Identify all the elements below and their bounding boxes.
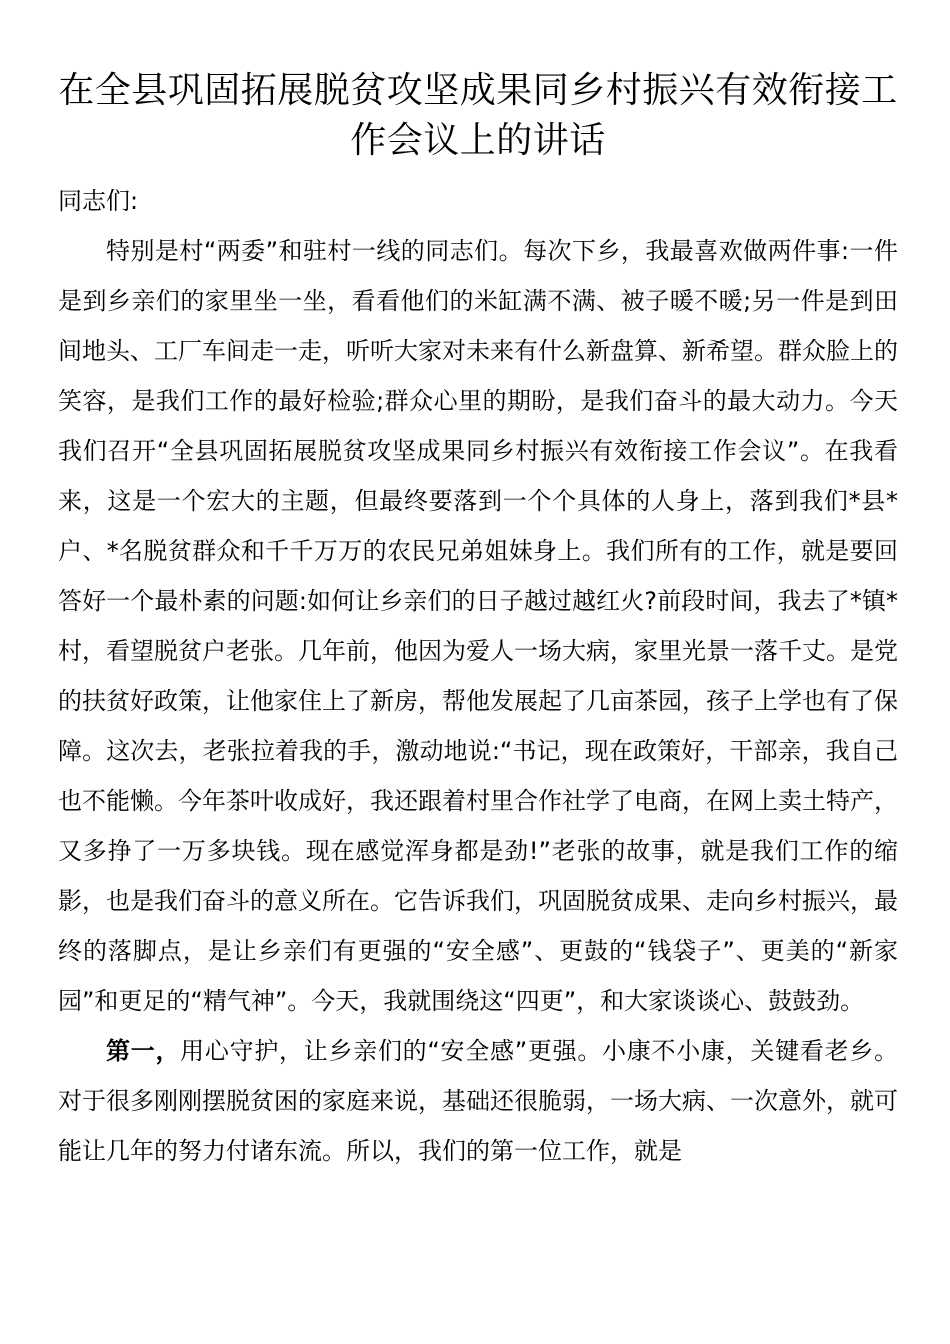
document-page <box>58 66 898 1176</box>
paragraph-1: 特别是村“两委”和驻村一线的同志们。每次下乡，我最喜欢做两件事:一件是到乡亲们的家里坐一坐，看看他们的米缸满不满、被子暖不暖;另一件是到田间地头、工厂车间走一走，听听大家对未来有什么新盘算、新希望。群众脸上的笑容，是我们工作的最好检验;群众心里的期盼，是我们奋斗的最大动力。今天我们召开“全县巩固拓展脱贫攻坚成果同乡村振兴有效衔接工作会议”。在我看来，这是一个宏大的主题，但最终要落到一个个具体的人身上，落到我们*县*户、*名脱贫群众和千千万万的农民兄弟姐妹身上。我们所有的工作，就是要回答好一个最朴素的问题:如何让乡亲们的日子越过越红火?前段时间，我去了*镇*村，看望脱贫户老张。几年前，他因为爱人一场大病，家里光景一落千丈。是党的扶贫好政策，让他家住上了新房，帮他发展起了几亩茶园，孩子上学也有了保障。这次去，老张拉着我的手，激动地说:“书记，现在政策好，干部亲，我自己也不能懒。今年茶叶收成好，我还跟着村里合作社学了电商，在网上卖土特产，又多挣了一万多块钱。现在感觉浑身都是劲!”老张的故事，就是我们工作的缩影，也是我们奋斗的意义所在。它告诉我们，巩固脱贫成果、走向乡村振兴，最终的落脚点，是让乡亲们有更强的“安全感”、更鼓的“钱袋子”、更美的“新家园”和更足的“精气神”。今天，我就围绕这“四更”，和大家谈谈心、鼓鼓劲。 <box>58 237 898 1015</box>
document-title: 在全县巩固拓展脱贫攻坚成果同乡村振兴有效衔接工作会议上的讲话 <box>58 70 898 161</box>
salutation: 同志们: <box>58 187 139 215</box>
paragraph-2 <box>58 1026 898 1176</box>
paragraph-2-text: 用心守护，让乡亲们的“安全感”更强。小康不小康，关键看老乡。对于很多刚刚摆脱贫困的家庭来说，基础还很脆弱，一场大病、一次意外，就可能让几年的努力付诸东流。所以，我们的第一位工作，就是 <box>58 1037 898 1165</box>
paragraph-2-lead: 第一， <box>106 1037 181 1065</box>
